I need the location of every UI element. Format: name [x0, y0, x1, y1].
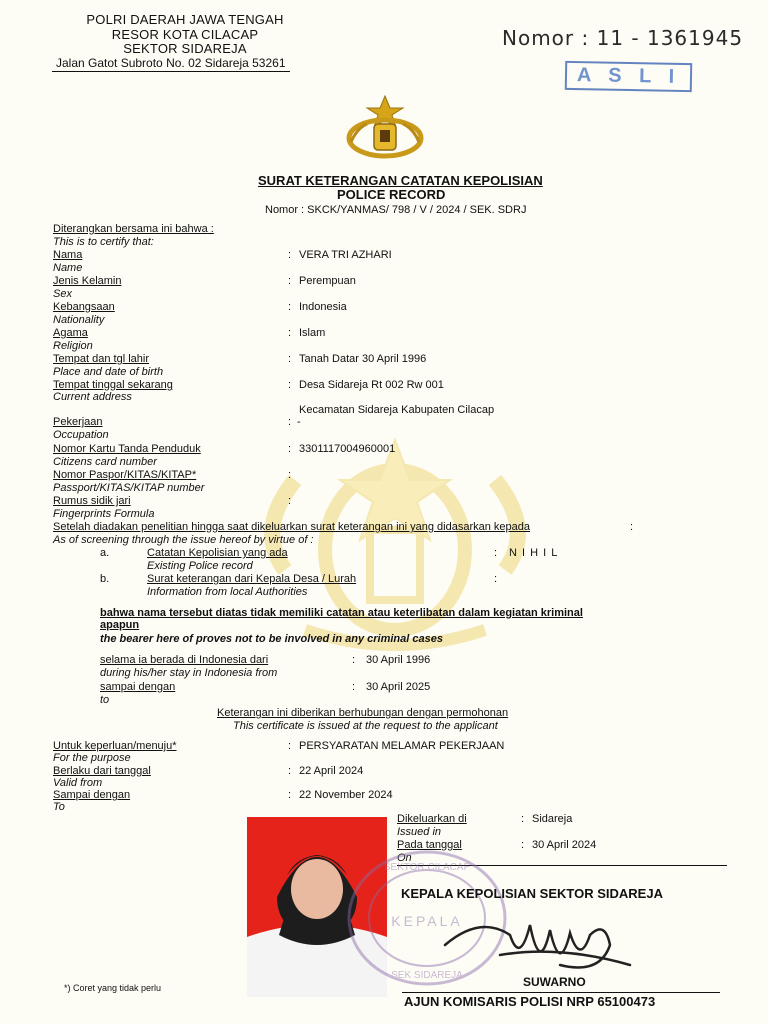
colon: : [288, 301, 292, 313]
valid-to-label: Sampai dengan [53, 789, 131, 801]
colon: : [630, 521, 634, 533]
issued-in-value: Sidareja [532, 813, 573, 825]
screening-id: Setelah diadakan penelitian hingga saat dikeluarkan surat keterangan ini yang didasarkan kepada [53, 521, 531, 533]
asli-stamp: A S L I [565, 61, 693, 92]
field-religion-label: Agama [53, 327, 88, 339]
field-nationality-en: Nationality [53, 314, 105, 326]
police-emblem-logo [343, 94, 427, 160]
field-address-en: Current address [53, 391, 132, 403]
issued-on-label: Pada tanggal [397, 839, 462, 851]
field-name-en: Name [53, 262, 83, 274]
field-nik-value: 3301117004960001 [299, 443, 396, 455]
footnote: *) Coret yang tidak perlu [64, 983, 162, 993]
field-birth-en: Place and date of birth [53, 366, 164, 378]
signature-scribble [440, 905, 640, 985]
screening-b-letter: b. [100, 573, 110, 585]
stay-from-value: 30 April 1996 [366, 654, 431, 666]
field-fingerprint-label: Rumus sidik jari [53, 495, 131, 507]
header-line3: SEKTOR SIDAREJA [123, 41, 247, 56]
field-nationality-label: Kebangsaan [53, 301, 115, 313]
field-sex-label: Jenis Kelamin [53, 275, 122, 287]
colon: : [288, 275, 292, 287]
colon: : [288, 789, 292, 801]
stay-from-en: during his/her stay in Indonesia from [100, 667, 278, 679]
colon: : [352, 681, 356, 693]
colon: : [494, 573, 498, 585]
field-birth-value: Tanah Datar 30 April 1996 [299, 353, 427, 365]
stay-from-id: selama ia berada di Indonesia dari [100, 654, 269, 666]
field-passport-en: Passport/KITAS/KITAP number [53, 482, 205, 494]
header-line1: POLRI DAERAH JAWA TENGAH [86, 12, 284, 27]
header-address: Jalan Gatot Subroto No. 02 Sidareja 53261 [52, 56, 290, 72]
field-nationality-value: Indonesia [299, 301, 347, 313]
field-religion-value: Islam [299, 327, 326, 339]
field-address-value-line2: Kecamatan Sidareja Kabupaten Cilacap [299, 404, 495, 416]
valid-to-en: To [53, 801, 65, 813]
screening-a-id: Catatan Kepolisian yang ada [147, 547, 288, 559]
colon: : [288, 765, 292, 777]
field-fingerprint-en: Fingerprints Formula [53, 508, 155, 520]
issued-in-en: Issued in [397, 826, 442, 838]
title-en: POLICE RECORD [337, 187, 446, 202]
field-passport-label: Nomor Paspor/KITAS/KITAP* [53, 469, 197, 481]
screening-b-id: Surat keterangan dari Kepala Desa / Lurah [147, 573, 357, 585]
issued-on-en: On [397, 852, 412, 864]
screening-a-letter: a. [100, 547, 110, 559]
colon: : [352, 654, 356, 666]
stay-to-id: sampai dengan [100, 681, 176, 693]
colon: : [288, 469, 292, 481]
field-name-label: Nama [53, 249, 83, 261]
screening-a-value: N I H I L [509, 547, 559, 559]
screening-a-en: Existing Police record [147, 560, 253, 572]
colon: : [288, 416, 292, 428]
stamp-text-mid: KEPALA [391, 913, 463, 929]
colon: : [288, 327, 292, 339]
stamp-text-bottom: SEK SIDAREJA [391, 970, 463, 981]
field-name-value: VERA TRI AZHARI [299, 249, 392, 261]
title-id: SURAT KETERANGAN CATATAN KEPOLISIAN [258, 173, 543, 188]
colon: : [288, 495, 292, 507]
purpose-value: PERSYARATAN MELAMAR PEKERJAAN [299, 740, 505, 752]
field-sex-en: Sex [53, 288, 72, 300]
field-address-label: Tempat tinggal sekarang [53, 379, 173, 391]
issued-on-value: 30 April 2024 [532, 839, 597, 851]
statement-id-line2: apapun [100, 619, 140, 631]
request-en: This certificate is issued at the request to the applicant [233, 720, 498, 732]
colon: : [288, 353, 292, 365]
colon: : [288, 249, 292, 261]
stamp-text-top: SEKTOR CILACAP [383, 862, 471, 873]
statement-en: the bearer here of proves not to be involved in any criminal cases [100, 633, 443, 645]
field-sex-value: Perempuan [299, 275, 356, 287]
purpose-label: Untuk keperluan/menuju* [53, 740, 177, 752]
purpose-en: For the purpose [53, 752, 131, 764]
field-birth-label: Tempat dan tgl lahir [53, 353, 149, 365]
valid-from-label: Berlaku dari tanggal [53, 765, 151, 777]
colon: : [494, 547, 498, 559]
colon: : [521, 839, 525, 851]
record-number: Nomor : SKCK/YANMAS/ 798 / V / 2024 / SEK. SDRJ [265, 204, 527, 216]
colon: : [288, 740, 292, 752]
colon: : [288, 443, 292, 455]
field-occupation-en: Occupation [53, 429, 109, 441]
field-address-value: Desa Sidareja Rt 002 Rw 001 [299, 379, 444, 391]
serial-number: Nomor : 11 - 1361945 [502, 26, 744, 50]
field-religion-en: Religion [53, 340, 93, 352]
field-nik-label: Nomor Kartu Tanda Penduduk [53, 443, 201, 455]
field-occupation-value: - [297, 416, 301, 428]
divider [402, 992, 720, 993]
screening-b-en: Information from local Authorities [147, 586, 308, 598]
signatory-rank: AJUN KOMISARIS POLISI NRP 65100473 [404, 994, 656, 1009]
colon: : [521, 813, 525, 825]
intro-en: This is to certify that: [53, 236, 154, 248]
valid-to-value: 22 November 2024 [299, 789, 393, 801]
header-line2: RESOR KOTA CILACAP [111, 27, 259, 42]
valid-from-value: 22 April 2024 [299, 765, 364, 777]
valid-from-en: Valid from [53, 777, 103, 789]
field-occupation-label: Pekerjaan [53, 416, 103, 428]
intro-id: Diterangkan bersama ini bahwa : [53, 223, 214, 235]
signatory-office: KEPALA KEPOLISIAN SEKTOR SIDAREJA [401, 886, 663, 901]
stay-to-value: 30 April 2025 [366, 681, 431, 693]
stay-to-en: to [100, 694, 110, 706]
field-nik-en: Citizens card number [53, 456, 157, 468]
signatory-name: SUWARNO [523, 975, 586, 989]
issued-in-label: Dikeluarkan di [397, 813, 467, 825]
screening-en: As of screening through the issue hereof by virtue of : [53, 534, 314, 546]
colon: : [288, 379, 292, 391]
request-id: Keterangan ini diberikan berhubungan dengan permohonan [217, 707, 509, 719]
statement-id-line1: bahwa nama tersebut diatas tidak memiliki catatan atau keterlibatan dalam kegiatan kriminal [100, 607, 583, 619]
